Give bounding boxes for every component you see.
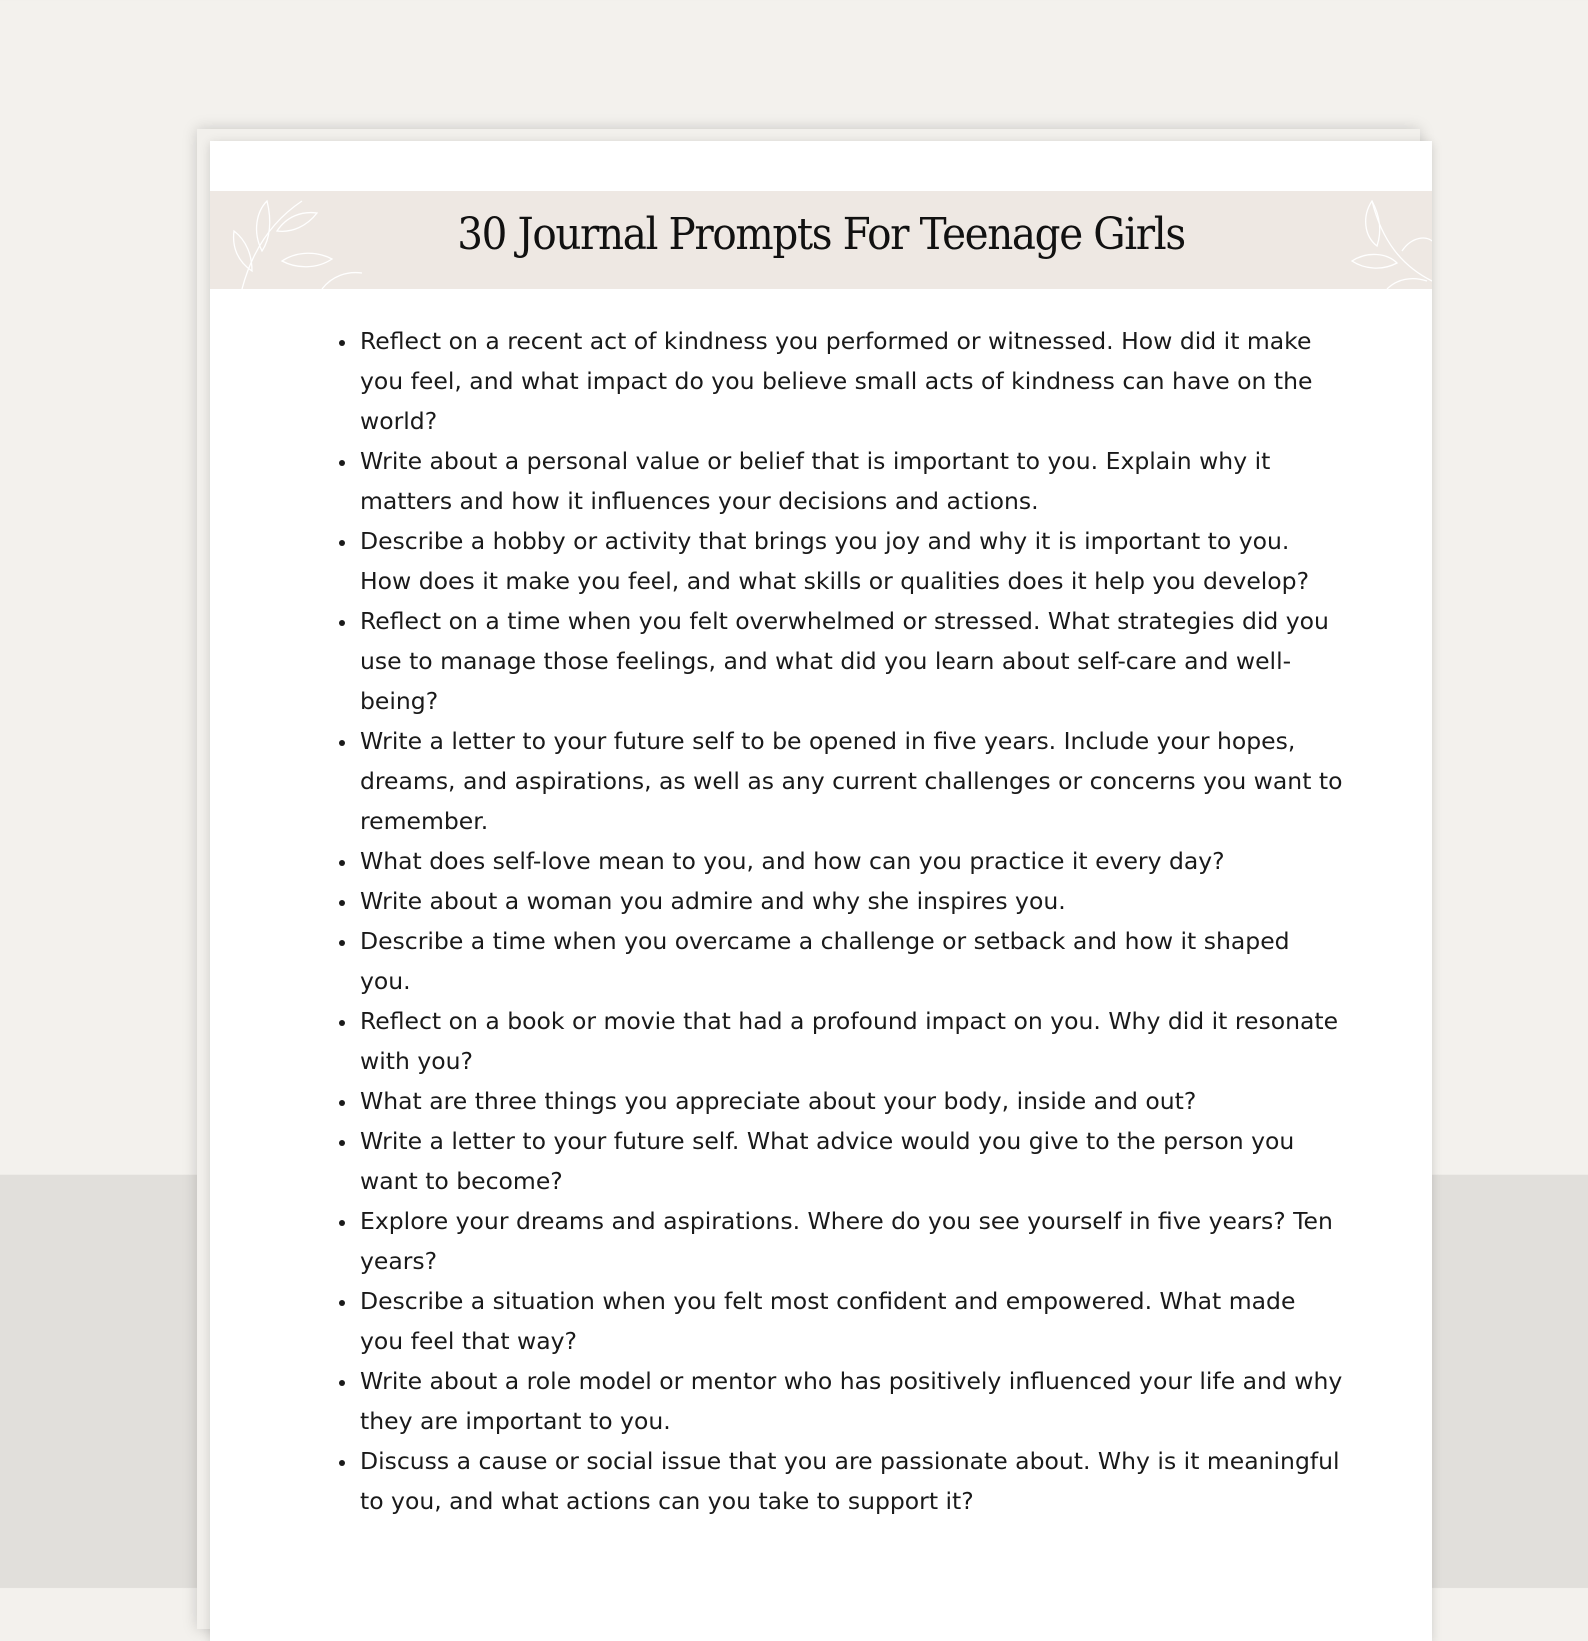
list-item: • Write about a woman you admire and why she inspires you.	[358, 881, 1343, 921]
document-page	[210, 141, 1432, 1641]
title-banner	[210, 191, 1432, 289]
list-item: • Reflect on a book or movie that had a profound impact on you. Why did it resonate with you?	[358, 1001, 1343, 1081]
list-item: • Describe a hobby or activity that brings you joy and why it is important to you. How does it make you feel, and what skills or qualities does it help you develop?	[358, 521, 1343, 601]
list-item: • Write a letter to your future self. What advice would you give to the person you want to become?	[358, 1121, 1343, 1201]
list-item: • Describe a situation when you felt most confident and empowered. What made you feel that way?	[358, 1281, 1343, 1361]
list-item: • What are three things you appreciate about your body, inside and out?	[358, 1081, 1343, 1121]
leaf-decoration-icon	[1292, 191, 1432, 289]
list-item: • Write about a personal value or belief that is important to you. Explain why it matters and how it influences your decisions and actions.	[358, 441, 1343, 521]
list-item: • Describe a time when you overcame a challenge or setback and how it shaped you.	[358, 921, 1343, 1001]
list-item: • Write about a role model or mentor who has positively influenced your life and why they are important to you.	[358, 1361, 1343, 1441]
list-item: • Discuss a cause or social issue that you are passionate about. Why is it meaningful to you, and what actions can you take to support it?	[358, 1441, 1343, 1521]
prompt-list	[332, 321, 1343, 1521]
list-item: • What does self-love mean to you, and how can you practice it every day?	[358, 841, 1343, 881]
list-item: • Reflect on a recent act of kindness you performed or witnessed. How did it make you feel, and what impact do you believe small acts of kindness can have on the world?	[358, 321, 1343, 441]
list-item: • Explore your dreams and aspirations. Where do you see yourself in five years? Ten years?	[358, 1201, 1343, 1281]
list-item: • Reflect on a time when you felt overwhelmed or stressed. What strategies did you use to manage those feelings, and what did you learn about self-care and well-being?	[358, 601, 1343, 721]
document-title: 30 Journal Prompts For Teenage Girls	[457, 209, 1185, 260]
list-item: • Write a letter to your future self to be opened in five years. Include your hopes, dreams, and aspirations, as well as any current challenges or concerns you want to remember.	[358, 721, 1343, 841]
